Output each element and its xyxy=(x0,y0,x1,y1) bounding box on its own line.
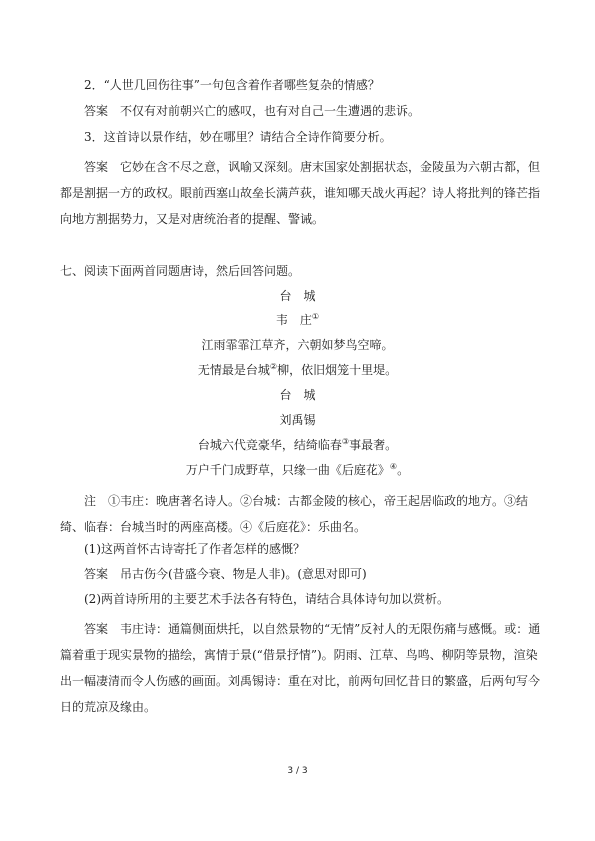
poem2-author: 刘禹锡 xyxy=(279,413,316,427)
question-3: 3．这首诗以景作结，妙在哪里？请结合全诗作简要分析。 xyxy=(84,130,392,144)
poem1-title: 台 城 xyxy=(279,289,316,303)
footnote-mark: ② xyxy=(269,362,278,371)
answer-2: 答案 不仅有对前朝兴亡的感叹，也有对自己一生遭遇的悲诉。 xyxy=(84,104,421,118)
poem2-line-1: 台城六代竞豪华，结绮临春③事最奢。 xyxy=(197,437,398,452)
poem2-title: 台 城 xyxy=(279,388,316,402)
notes: 注 ①韦庄：晚唐著名诗人。②台城：古都金陵的核心，帝王起居临政的地方。③结绮、临春：台城当时的两座高楼。④《后庭花》：乐曲名。 xyxy=(60,494,529,534)
sub-answer-1: 答案 吊古伤今(昔盛今衰、物是人非)。(意思对即可) xyxy=(84,567,367,581)
footnote-mark: ④ xyxy=(389,462,398,471)
footnote-mark: ① xyxy=(311,312,320,321)
page-number: 3 / 3 xyxy=(287,766,308,776)
poem1-line-1: 江雨霏霏江草齐，六朝如梦鸟空啼。 xyxy=(201,338,394,352)
sub-question-2: (2)两首诗所用的主要艺术手法各有特色，请结合具体诗句加以赏析。 xyxy=(84,592,450,606)
sub-question-1: (1)这两首怀古诗寄托了作者怎样的感慨？ xyxy=(84,542,305,556)
question-2: 2．“人世几回伤往事”一句包含着作者哪些复杂的情感？ xyxy=(84,78,380,92)
answer-3: 答案 它妙在含不尽之意，讽喻又深刻。唐末国家处割据状态，金陵虽为六朝古都，但都是割据一方的政权。眼前西塞山故垒长满芦荻，谁知哪天战火再起？诗人将批判的锋芒指向地方割据势力，又是对唐统治者的提醒、警诫。 xyxy=(60,160,541,226)
poem1-author: 韦 庄① xyxy=(275,312,320,327)
poem2-line-2: 万户千门成野草，只缘一曲《后庭花》④。 xyxy=(185,462,410,477)
footnote-mark: ③ xyxy=(341,437,350,446)
poem1-line-2: 无情最是台城②柳，依旧烟笼十里堤。 xyxy=(197,362,398,377)
question-7: 七、阅读下面两首同题唐诗，然后回答问题。 xyxy=(60,264,301,278)
sub-answer-2: 答案 韦庄诗：通篇侧面烘托，以自然景物的“无情”反衬人的无限伤痛与感慨。或：通篇着重于现实景物的描绘，寓情于景(“借景抒情”)。阴雨、江草、鸟鸣、柳阴等景物，渲染出一幅凄清而令人伤感的画面。刘禹锡诗：重在对比，前两句回忆昔日的繁盛，后两句写今日的荒凉及缘由。 xyxy=(60,622,541,714)
